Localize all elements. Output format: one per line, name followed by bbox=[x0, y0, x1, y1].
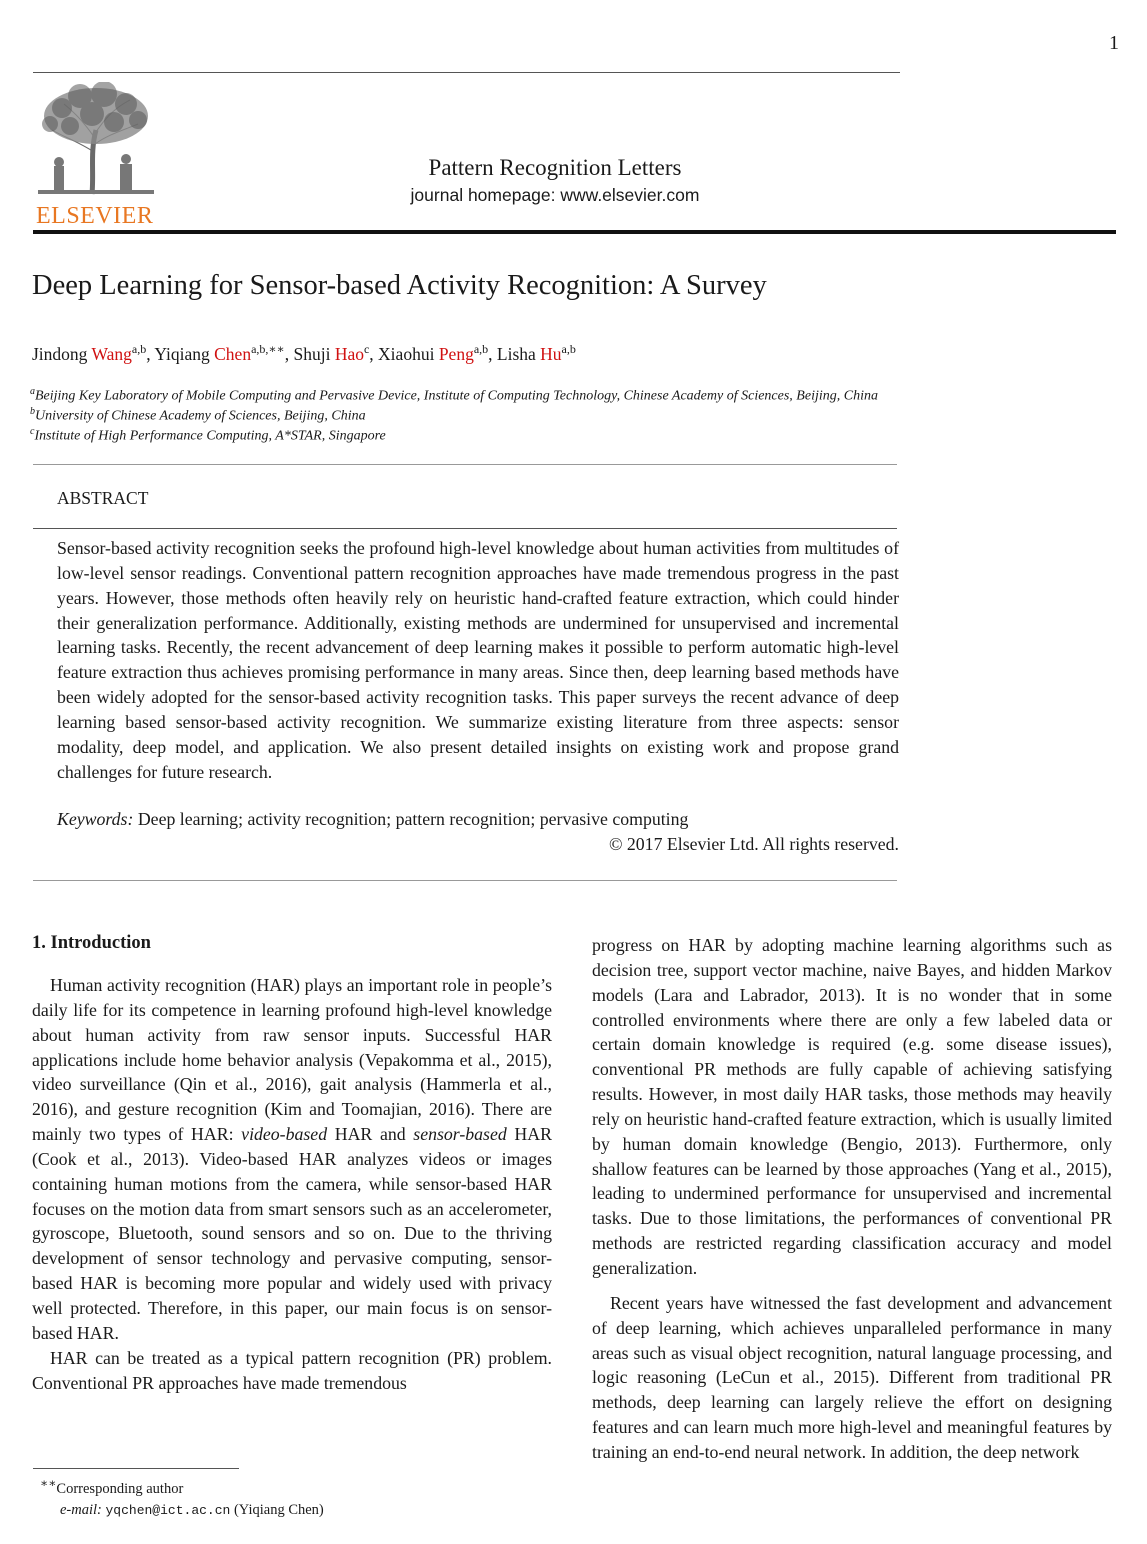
paragraph bbox=[32, 973, 552, 1346]
keywords-label: Keywords: bbox=[57, 809, 134, 829]
affiliation-text: University of Chinese Academy of Sciences, Beijing, China bbox=[35, 408, 366, 424]
email-address[interactable]: yqchen@ict.ac.cn bbox=[105, 1502, 231, 1518]
affiliation-a bbox=[30, 386, 878, 405]
left-column bbox=[32, 973, 552, 1395]
keywords-text: Deep learning; activity recognition; pattern recognition; pervasive computing bbox=[137, 809, 689, 829]
footnote bbox=[40, 1473, 324, 1521]
elsevier-tree-icon bbox=[34, 82, 158, 200]
copyright: © 2017 Elsevier Ltd. All rights reserved. bbox=[608, 834, 899, 854]
emphasis: sensor-based bbox=[413, 1124, 507, 1145]
text-run: Human activity recognition (HAR) plays an important role in people’s daily life for its competence in learning profound high-level knowledge about human activity from raw sensor inputs. Successful HAR applications include home behavior analysis (Vepakomma et al., 2015), video surveillance (Qin et al., 2016), gait analysis (Hammerla et al., 2016), and gesture recognition (Kim and Toomajian, 2016). There are mainly two types of HAR: bbox=[32, 975, 552, 1145]
emphasis: video-based bbox=[241, 1124, 328, 1145]
header-top-rule bbox=[33, 72, 900, 73]
email-name: (Yiqiang Chen) bbox=[233, 1501, 324, 1518]
email-label: e-mail: bbox=[60, 1501, 102, 1518]
author-first: Shuji bbox=[293, 343, 331, 364]
author-last[interactable]: Peng bbox=[438, 343, 474, 364]
section-heading: 1. Introduction bbox=[32, 933, 151, 953]
footnote-corresponding bbox=[40, 1473, 324, 1500]
author-affil-sup: c bbox=[363, 342, 370, 356]
affiliation-text: Beijing Key Laboratory of Mobile Computing and Pervasive Device, Institute of Computing Technology, Chinese Academy of Sciences, Beijing, China bbox=[35, 388, 878, 404]
author-first: Xiaohui bbox=[378, 343, 435, 364]
author-first: Lisha bbox=[496, 343, 536, 364]
elsevier-logo bbox=[34, 82, 158, 229]
journal-homepage[interactable]: journal homepage: www.elsevier.com bbox=[410, 185, 700, 205]
abstract-bottom-rule bbox=[33, 880, 897, 881]
author-last[interactable]: Wang bbox=[91, 343, 132, 364]
author-sep: , bbox=[369, 343, 379, 364]
author-first: Yiqiang bbox=[154, 343, 210, 364]
author-affil-sup: a,b bbox=[473, 342, 489, 356]
author-sep: , bbox=[284, 343, 294, 364]
affiliation-b bbox=[30, 406, 366, 425]
author-last[interactable]: Hao bbox=[334, 343, 364, 364]
text-run: HAR and bbox=[327, 1124, 414, 1145]
abstract-heading: ABSTRACT bbox=[57, 488, 149, 508]
author-sep: , bbox=[488, 343, 497, 364]
abstract-body: Sensor-based activity recognition seeks the profound high-level knowledge about human activities from multitudes of low-level sensor readings. Conventional pattern recognition approaches have made tremendous progress in the past years. However, those methods often heavily rely on heuristic hand-crafted feature extraction, which could hinder their generalization performance. Additionally, existing methods are undermined for unsupervised and incremental learning tasks. Recently, the recent advancement of deep learning makes it possible to perform automatic high-level feature extraction thus achieves promising performance in many areas. Since then, deep learning based methods have been widely adopted for the sensor-based activity recognition tasks. This paper surveys the recent advance of deep learning based sensor-based activity recognition. We summarize existing literature from three aspects: sensor modality, deep model, and application. We also present detailed insights on existing work and propose grand challenges for future research. bbox=[57, 538, 899, 782]
paragraph: Recent years have witnessed the fast development and advancement of deep learning, which achieves unparalleled performance in many areas such as visual object recognition, natural language processing, and logic reasoning (LeCun et al., 2015). Different from traditional PR methods, deep learning can largely relieve the effort on designing features and can learn much more high-level and meaningful features by training an end-to-end neural network. In addition, the deep network bbox=[592, 1292, 1112, 1462]
author-sep: , bbox=[146, 343, 155, 364]
footnote-rule bbox=[33, 1468, 239, 1469]
footnote-email-line bbox=[40, 1500, 324, 1521]
affiliation-c bbox=[30, 426, 386, 445]
keywords bbox=[57, 809, 688, 830]
footnote-mark: ∗∗ bbox=[40, 1476, 57, 1490]
author-affil-sup: a,b bbox=[131, 342, 147, 356]
affiliation-text: Institute of High Performance Computing, A*STAR, Singapore bbox=[34, 428, 386, 444]
affiliation-mark: c bbox=[30, 426, 35, 437]
journal-name: Pattern Recognition Letters bbox=[428, 155, 682, 180]
abstract-top-rule bbox=[33, 464, 897, 465]
paper-title: Deep Learning for Sensor-based Activity Recognition: A Survey bbox=[32, 270, 767, 301]
author-last[interactable]: Chen bbox=[214, 343, 252, 364]
author-affil-sup: a,b,∗∗ bbox=[251, 342, 285, 356]
author-list bbox=[32, 342, 576, 365]
page-number: 1 bbox=[1109, 32, 1119, 54]
author-last[interactable]: Hu bbox=[540, 343, 562, 364]
paragraph: HAR can be treated as a typical pattern recognition (PR) problem. Conventional PR approaches have made tremendous bbox=[32, 1347, 552, 1393]
footnote-label: Corresponding author bbox=[56, 1480, 184, 1497]
text-run: HAR (Cook et al., 2013). Video-based HAR analyzes videos or images containing human motions from the camera, while sensor-based HAR focuses on the motion data from smart sensors such as an accelerometer, gyroscope, Bluetooth, sound sensors and so on. Due to the thriving development of sensor technology and pervasive computing, sensor-based HAR is becoming more popular and widely used with privacy well protected. Therefore, in this paper, our main focus is on sensor-based HAR. bbox=[32, 1124, 552, 1343]
author-affil-sup: a,b bbox=[561, 342, 576, 356]
author-first: Jindong bbox=[32, 343, 88, 364]
affiliation-mark: b bbox=[30, 406, 35, 417]
paragraph: progress on HAR by adopting machine learning algorithms such as decision tree, support vector machine, naive Bayes, and hidden Markov models (Lara and Labrador, 2013). It is no wonder that in some controlled environments where there are only a few labeled data or certain domain knowledge is required (e.g. some disease issues), conventional PR methods are fully capable of achieving satisfying results. However, in most daily HAR tasks, those methods may heavily rely on heuristic hand-crafted feature extraction, which is usually limited by human domain knowledge (Bengio, 2013). Furthermore, only shallow features can be learned by those approaches (Yang et al., 2015), leading to undermined performance for unsupervised and incremental tasks. Due to those limitations, the performances of conventional PR methods are restricted regarding classification accuracy and model generalization. bbox=[592, 935, 1112, 1278]
affiliation-mark: a bbox=[30, 386, 35, 397]
header-bottom-rule bbox=[33, 230, 1116, 234]
right-column bbox=[592, 933, 1112, 1465]
abstract-heading-rule bbox=[33, 528, 897, 529]
elsevier-wordmark: ELSEVIER bbox=[36, 203, 154, 229]
